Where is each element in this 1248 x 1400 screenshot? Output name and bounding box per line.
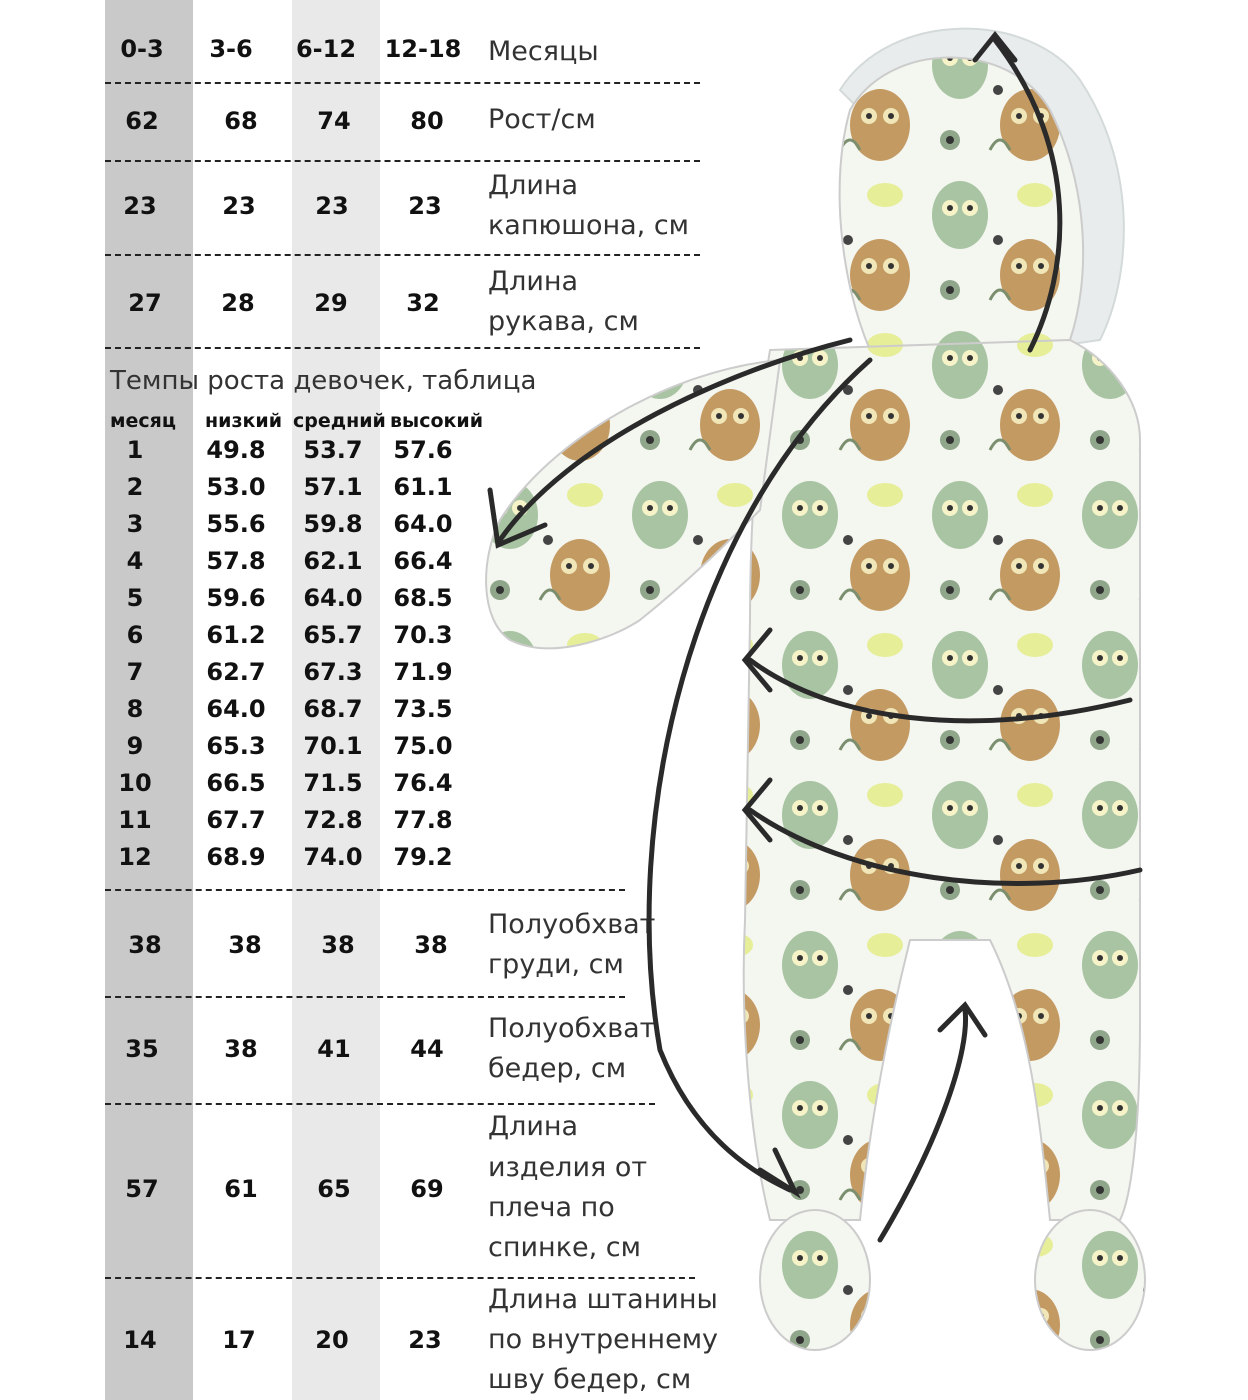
growth-header-low: низкий [205, 410, 283, 432]
chest-label-line2: груди, см [488, 949, 624, 980]
inseam-cell: 14 [123, 1326, 157, 1354]
hood-label-line2: капюшона, см [488, 210, 690, 241]
height-label: Рост/см [488, 104, 596, 135]
growth-low-cell: 67.7 [206, 806, 266, 834]
inseam-cell: 17 [222, 1326, 256, 1354]
growth-high-cell: 79.2 [393, 843, 453, 871]
growth-row [0, 584, 500, 621]
growth-low-cell: 59.6 [206, 584, 266, 612]
length-label-line2: изделия от [488, 1152, 648, 1183]
months-cell: 6-12 [295, 35, 357, 63]
growth-high-cell: 73.5 [393, 695, 453, 723]
growth-row [0, 547, 500, 584]
chest-label-line1: Полуобхват [488, 909, 656, 940]
growth-low-cell: 57.8 [206, 547, 266, 575]
growth-month-cell: 3 [126, 510, 144, 538]
growth-high-cell: 68.5 [393, 584, 453, 612]
growth-month-cell: 1 [126, 436, 144, 464]
inseam-cell: 20 [315, 1326, 349, 1354]
growth-header-month: месяц [110, 410, 176, 432]
growth-month-cell: 5 [126, 584, 144, 612]
growth-header-high: высокий [390, 410, 484, 432]
growth-mid-cell: 65.7 [303, 621, 363, 649]
growth-month-cell: 9 [126, 732, 144, 760]
growth-high-cell: 71.9 [393, 658, 453, 686]
hood-cell: 23 [222, 192, 256, 220]
growth-high-cell: 76.4 [393, 769, 453, 797]
growth-month-cell: 2 [126, 473, 144, 501]
hips-label-line2: бедер, см [488, 1053, 627, 1084]
length-cell: 61 [224, 1175, 258, 1203]
growth-high-cell: 66.4 [393, 547, 453, 575]
hood-cell: 23 [408, 192, 442, 220]
growth-row [0, 621, 500, 658]
growth-high-cell: 61.1 [393, 473, 453, 501]
hood-cell: 23 [123, 192, 157, 220]
growth-row [0, 510, 500, 547]
chest-cell: 38 [128, 931, 162, 959]
height-cell: 62 [125, 107, 159, 135]
growth-high-cell: 75.0 [393, 732, 453, 760]
growth-month-cell: 7 [126, 658, 144, 686]
height-cell: 74 [317, 107, 351, 135]
growth-low-cell: 64.0 [206, 695, 266, 723]
sleeve-label-line1: Длина [488, 266, 579, 297]
inseam-arrowhead [940, 1005, 985, 1035]
chest-cell: 38 [321, 931, 355, 959]
growth-mid-cell: 72.8 [303, 806, 363, 834]
height-cell: 80 [410, 107, 444, 135]
growth-low-cell: 66.5 [206, 769, 266, 797]
foot-left [760, 1210, 870, 1350]
growth-month-cell: 4 [126, 547, 144, 575]
hood-label-line1: Длина [488, 170, 579, 201]
growth-low-cell: 62.7 [206, 658, 266, 686]
growth-low-cell: 65.3 [206, 732, 266, 760]
growth-month-cell: 12 [118, 843, 152, 871]
growth-mid-cell: 64.0 [303, 584, 363, 612]
growth-row [0, 436, 500, 473]
growth-low-cell: 49.8 [206, 436, 266, 464]
hips-cell: 41 [317, 1035, 351, 1063]
growth-mid-cell: 59.8 [303, 510, 363, 538]
sleeve-cell: 32 [406, 289, 440, 317]
growth-low-cell: 55.6 [206, 510, 266, 538]
hood-cell: 23 [315, 192, 349, 220]
months-cell: 0-3 [120, 35, 164, 63]
growth-header-mid: средний [293, 410, 386, 432]
inseam-label-line1: Длина штанины [488, 1284, 718, 1315]
hips-cell: 44 [410, 1035, 444, 1063]
sleeve-label-line2: рукава, см [488, 306, 639, 337]
growth-row [0, 658, 500, 695]
growth-row [0, 732, 500, 769]
sleeve-cell: 27 [128, 289, 162, 317]
growth-row [0, 769, 500, 806]
growth-mid-cell: 68.7 [303, 695, 363, 723]
inseam-cell: 23 [408, 1326, 442, 1354]
growth-high-cell: 70.3 [393, 621, 453, 649]
hips-cell: 38 [224, 1035, 258, 1063]
growth-low-cell: 53.0 [206, 473, 266, 501]
length-cell: 57 [125, 1175, 159, 1203]
growth-mid-cell: 74.0 [303, 843, 363, 871]
growth-mid-cell: 53.7 [303, 436, 363, 464]
baby-jumpsuit-illustration [470, 20, 1160, 1400]
growth-high-cell: 77.8 [393, 806, 453, 834]
months-label: Месяцы [488, 36, 599, 67]
growth-month-cell: 10 [118, 769, 152, 797]
foot-right [1035, 1210, 1145, 1350]
growth-high-cell: 64.0 [393, 510, 453, 538]
growth-month-cell: 11 [118, 806, 152, 834]
growth-month-cell: 6 [126, 621, 144, 649]
growth-mid-cell: 62.1 [303, 547, 363, 575]
growth-mid-cell: 70.1 [303, 732, 363, 760]
inseam-label-line2: по внутреннему [488, 1324, 719, 1355]
growth-month-cell: 8 [126, 695, 144, 723]
growth-mid-cell: 71.5 [303, 769, 363, 797]
length-cell: 65 [317, 1175, 351, 1203]
growth-mid-cell: 57.1 [303, 473, 363, 501]
growth-low-cell: 61.2 [206, 621, 266, 649]
growth-mid-cell: 67.3 [303, 658, 363, 686]
growth-row [0, 695, 500, 732]
hips-label-line1: Полуобхват [488, 1013, 656, 1044]
length-cell: 69 [410, 1175, 444, 1203]
chest-cell: 38 [414, 931, 448, 959]
length-label-line4: спинке, см [488, 1232, 641, 1263]
jumpsuit-body [744, 340, 1140, 1220]
growth-row [0, 473, 500, 510]
months-cell: 12-18 [384, 35, 462, 63]
growth-row [0, 806, 500, 843]
length-label-line3: плеча по [488, 1192, 615, 1223]
growth-table-title: Темпы роста девочек, таблица [110, 366, 537, 396]
inseam-arrow [880, 1010, 966, 1240]
sleeve-cell: 28 [221, 289, 255, 317]
growth-row [0, 843, 500, 880]
sleeve-cell: 29 [314, 289, 348, 317]
hips-cell: 35 [125, 1035, 159, 1063]
months-cell: 3-6 [209, 35, 253, 63]
height-cell: 68 [224, 107, 258, 135]
inseam-label-line3: шву бедер, см [488, 1364, 692, 1395]
growth-low-cell: 68.9 [206, 843, 266, 871]
chest-cell: 38 [228, 931, 262, 959]
growth-high-cell: 57.6 [393, 436, 453, 464]
length-label-line1: Длина [488, 1111, 579, 1142]
